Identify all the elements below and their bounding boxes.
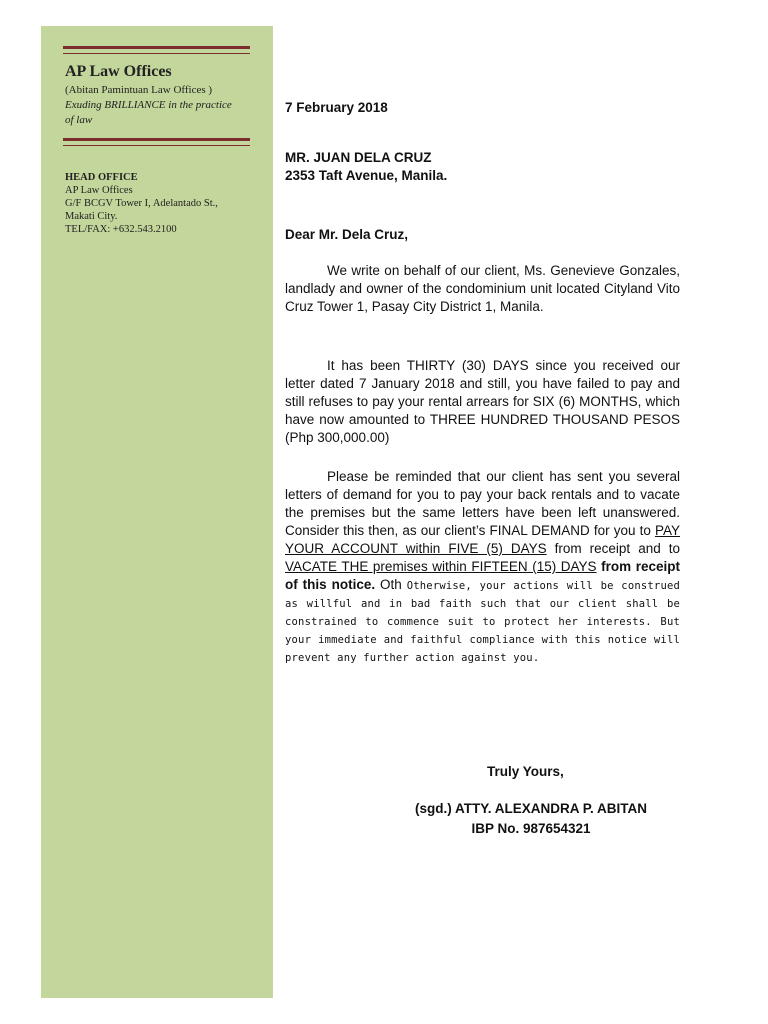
recipient-address: 2353 Taft Avenue, Manila. bbox=[285, 168, 448, 183]
signatory-name: (sgd.) ATTY. ALEXANDRA P. ABITAN bbox=[415, 801, 647, 816]
paragraph-3-warning: Otherwise, your actions will be construed as willful and in bad faith such that our client shall be constrained to commence suit to protect her interests. But your immediate and faithful compliance with this notice will prevent any further action against you. bbox=[285, 580, 681, 664]
office-line: Makati City. bbox=[65, 211, 118, 222]
top-rule-thin bbox=[63, 53, 250, 54]
paragraph-3 bbox=[285, 468, 680, 666]
closing: Truly Yours, bbox=[487, 764, 564, 779]
head-office-block bbox=[65, 171, 265, 236]
letterhead-sidebar bbox=[41, 26, 273, 998]
mid-rule-thin bbox=[63, 145, 250, 146]
paragraph-3-join: from receipt and to bbox=[546, 541, 680, 556]
recipient-name: MR. JUAN DELA CRUZ bbox=[285, 150, 432, 165]
top-rule-thick bbox=[63, 46, 250, 49]
paragraph-1 bbox=[285, 262, 680, 316]
office-line: G/F BCGV Tower I, Adelantado St., bbox=[65, 198, 218, 209]
paragraph-1-text: We write on behalf of our client, Ms. Genevieve Gonzales, landlady and owner of the condominium unit located Cityland Vito Cruz Tower 1, Pasay City District 1, Manila. bbox=[285, 263, 680, 314]
office-heading: HEAD OFFICE bbox=[65, 172, 138, 183]
paragraph-3-text: Please be reminded that our client has sent you several letters of demand for you to pay your back rentals and to vacate the premises but the same letters have been left unanswered. Consider this then, as our client’s FINAL DEMAND for you to bbox=[285, 469, 680, 538]
demand-vacate: VACATE THE premises within FIFTEEN (15) DAYS bbox=[285, 559, 597, 574]
firm-subtitle: (Abitan Pamintuan Law Offices ) bbox=[65, 84, 213, 96]
ibp-number: IBP No. 987654321 bbox=[471, 821, 591, 836]
salutation: Dear Mr. Dela Cruz, bbox=[285, 227, 409, 242]
paragraph-3-receipt: from receipt of this notice. bbox=[285, 559, 680, 592]
paragraph-2-text: It has been THIRTY (30) DAYS since you received our letter dated 7 January 2018 and still, you have failed to pay and still refuses to pay your rental arrears for SIX (6) MONTHS, which have now amounted to THREE HUNDRED THOUSAND PESOS (Php 300,000.00) bbox=[285, 358, 680, 445]
paragraph-3-fragment: Oth bbox=[375, 577, 407, 592]
office-line: AP Law Offices bbox=[65, 185, 133, 196]
mid-rule-thick bbox=[63, 138, 250, 141]
recipient-block bbox=[285, 149, 680, 185]
firm-tagline: Exuding BRILLIANCE in the practice of law bbox=[65, 99, 232, 126]
office-line: TEL/FAX: +632.543.2100 bbox=[65, 224, 177, 235]
letter-date: 7 February 2018 bbox=[285, 100, 388, 115]
firm-name: AP Law Offices bbox=[65, 63, 172, 80]
demand-pay-account: PAY YOUR ACCOUNT within FIVE (5) DAYS bbox=[285, 523, 680, 556]
paragraph-2 bbox=[285, 357, 680, 447]
